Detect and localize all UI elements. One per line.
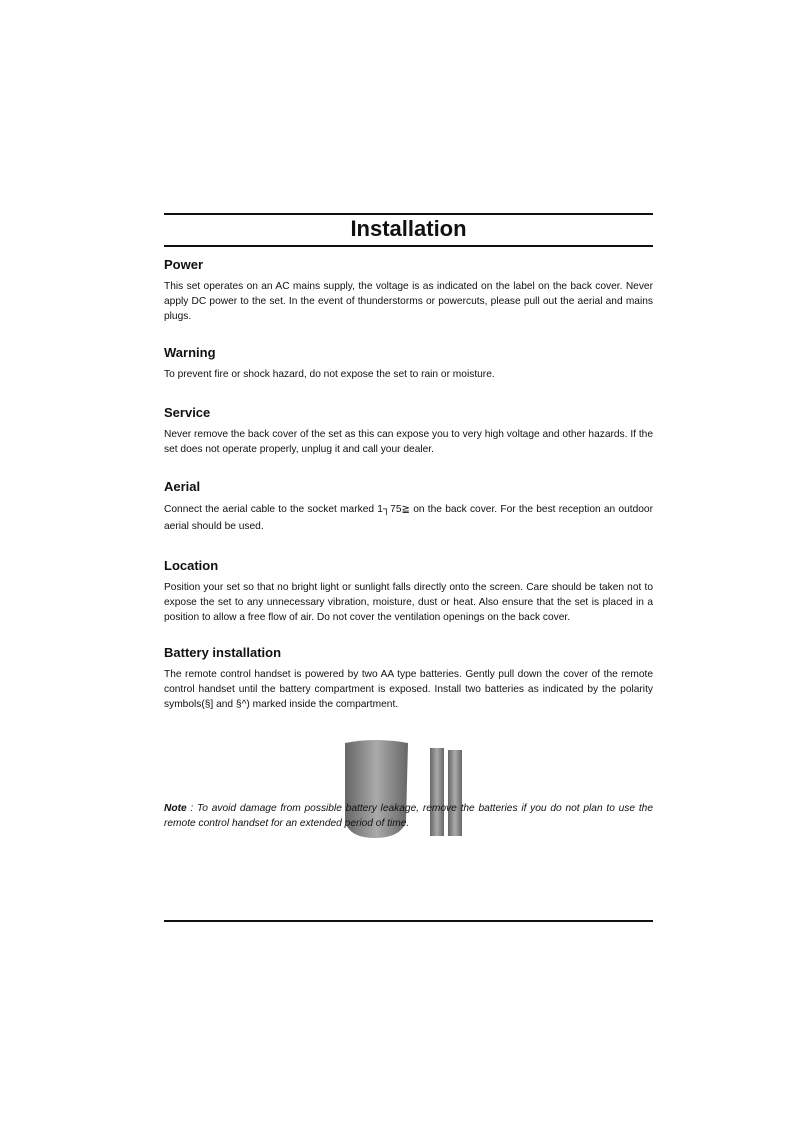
section-heading: Battery installation	[164, 645, 282, 660]
section-heading: Power	[164, 257, 204, 272]
section-heading: Service	[164, 405, 211, 420]
section-body: Connect the aerial cable to the socket marked 1┐75≧ on the back cover. For the best reception an outdoor aerial should be used.	[164, 504, 653, 532]
section-aerial	[164, 479, 653, 535]
section-location	[164, 558, 653, 625]
section-body: To prevent fire or shock hazard, do not expose the set to rain or moisture.	[164, 369, 495, 380]
page-title: Installation	[350, 216, 467, 241]
note-text: : To avoid damage from possible battery leakage, remove the batteries if you do not plan to use the remote control handset for an extended period of time.	[164, 803, 653, 829]
section-warning	[164, 345, 653, 382]
section-heading: Aerial	[164, 479, 201, 494]
note-label: Note	[164, 803, 187, 814]
note	[164, 801, 653, 831]
section-heading: Warning	[164, 345, 216, 360]
section-body: Position your set so that no bright light or sunlight falls directly onto the screen. Care should be taken not to expose the set to any unnecessary vibration, moisture, dust or heat. Also ensure that the set is placed in a position to allow a free flow of air. Do not cover the ventilation openings on the back cover.	[164, 582, 653, 623]
section-body: This set operates on an AC mains supply, the voltage is as indicated on the label on the back cover. Never apply DC power to the set. In the event of thunderstorms or powercuts, please pull out the aerial and mains plugs.	[164, 281, 653, 322]
section-body: Never remove the back cover of the set as this can expose you to very high voltage and other hazards. If the set does not operate properly, unplug it and call your dealer.	[164, 429, 653, 455]
section-power	[164, 257, 653, 324]
title-top-rule	[164, 213, 653, 215]
section-body: The remote control handset is powered by two AA type batteries. Gently pull down the cover of the remote control handset until the battery compartment is exposed. Install two batteries as indicated by the polarity symbols(§] and §^) marked inside the compartment.	[164, 669, 653, 710]
section-service	[164, 405, 653, 457]
section-battery-installation	[164, 645, 653, 712]
title-bottom-rule	[164, 245, 653, 247]
section-heading: Location	[164, 558, 219, 573]
footer-rule	[164, 920, 653, 922]
